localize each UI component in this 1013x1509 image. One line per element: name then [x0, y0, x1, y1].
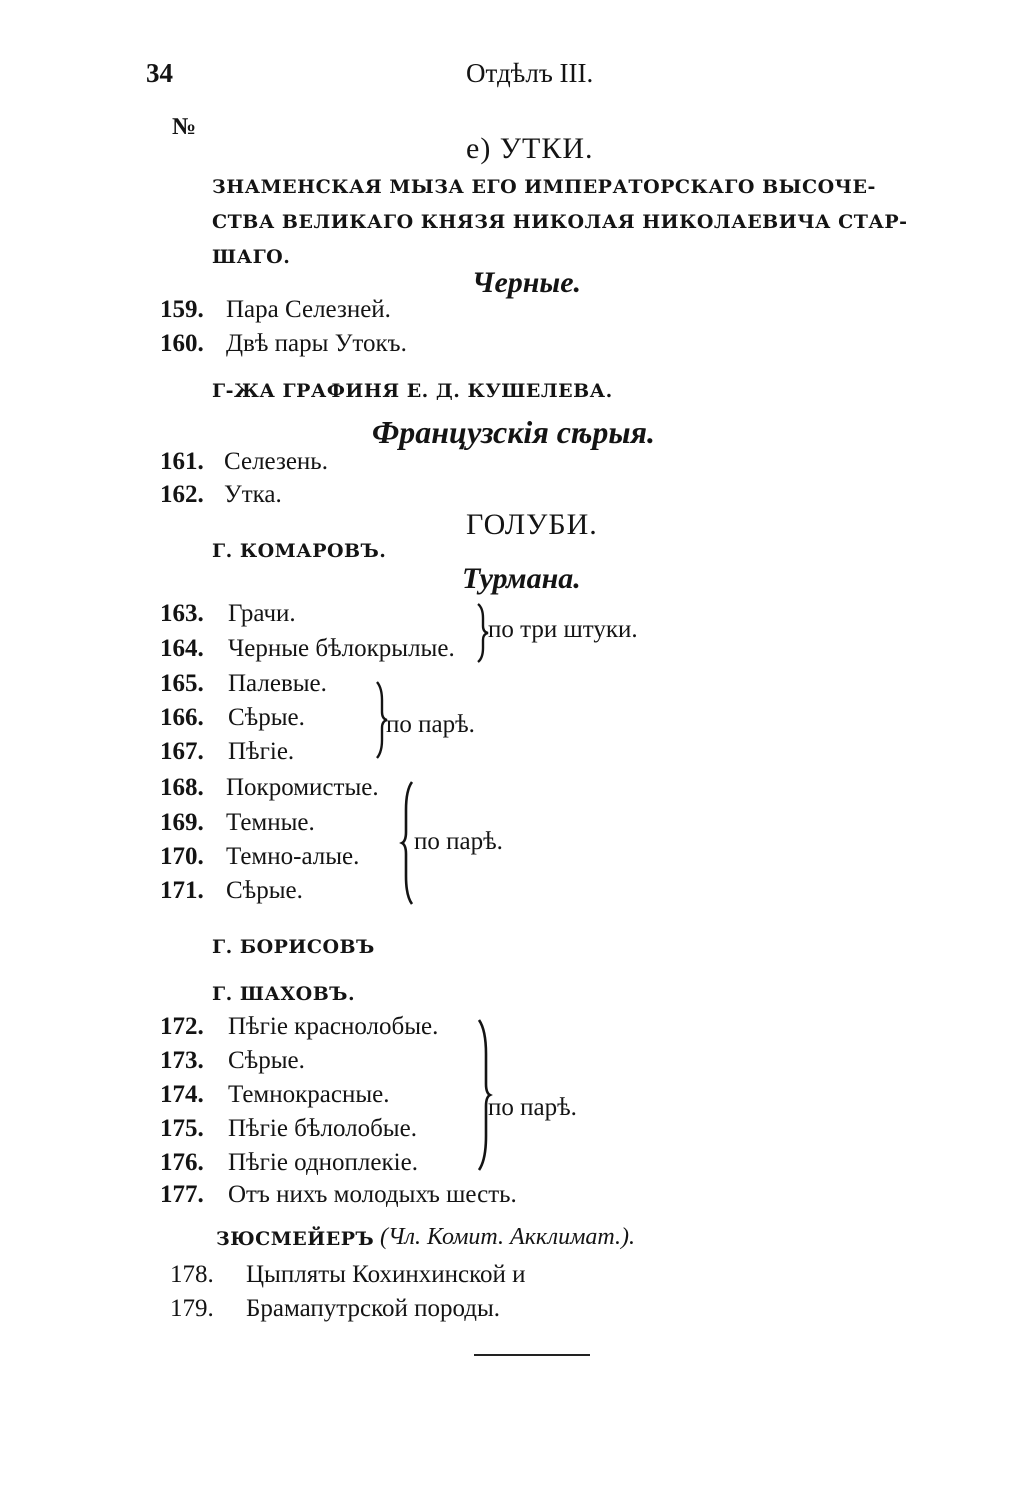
- item-number: 169.: [160, 809, 204, 836]
- exhibitor-name-line: ЗНАМЕНСКАЯ МЫЗА ЕГО ИМПЕРАТОРСКАГО ВЫСОЧЕ-: [212, 176, 876, 198]
- item-text: Темнокрасные.: [228, 1081, 390, 1108]
- end-rule: [474, 1354, 590, 1356]
- item-text: Пѣгіе.: [228, 738, 295, 765]
- item-text: Пѣгіе одноплекіе.: [228, 1149, 418, 1176]
- item-number: 178.: [170, 1261, 214, 1288]
- item-text: Селезень.: [224, 448, 328, 475]
- item-number: 175.: [160, 1115, 204, 1142]
- item-text: Пара Селезней.: [226, 296, 391, 323]
- item-number: 171.: [160, 877, 204, 904]
- exhibitor-name: Г-ЖА ГРАФИНЯ Е. Д. КУШЕЛЕВА.: [212, 380, 613, 402]
- group-note: по парѣ.: [488, 1094, 577, 1121]
- item-number: 173.: [160, 1047, 204, 1074]
- item-text: Покромистые.: [226, 774, 379, 801]
- exhibitor-name: ЗЮСМЕЙЕРЪ: [216, 1228, 375, 1250]
- exhibitor-name-line: СТВА ВЕЛИКАГО КНЯЗЯ НИКОЛАЯ НИКОЛАЕВИЧА СТАР-: [212, 211, 908, 233]
- item-number: 167.: [160, 738, 204, 765]
- group-note: по три штуки.: [488, 616, 638, 643]
- breed-heading: Турмана.: [462, 562, 581, 595]
- group-note: по парѣ.: [414, 828, 503, 855]
- item-text: Сѣрые.: [228, 1047, 305, 1074]
- item-text: Сѣрые.: [228, 704, 305, 731]
- group-note: по парѣ.: [386, 711, 475, 738]
- number-mark: №: [172, 114, 197, 140]
- item-text: Пѣгіе бѣлолобые.: [228, 1115, 417, 1142]
- item-number: 164.: [160, 635, 204, 662]
- item-text: Брамапутрской породы.: [246, 1295, 501, 1322]
- section-title-pigeons: ГОЛУБИ.: [466, 508, 598, 541]
- exhibitor-name-line: ШАГО.: [212, 246, 291, 268]
- breed-heading: Французскія сѣрыя.: [372, 414, 656, 450]
- item-number: 159.: [160, 296, 204, 323]
- item-number: 163.: [160, 600, 204, 627]
- exhibitor-name: Г. КОМАРОВЪ.: [212, 540, 387, 562]
- item-number: 168.: [160, 774, 204, 801]
- item-text: Палевые.: [228, 670, 327, 697]
- item-number: 176.: [160, 1149, 204, 1176]
- item-text: Темно-алые.: [226, 843, 360, 870]
- item-number: 177.: [160, 1181, 204, 1208]
- item-text: Пѣгіе краснолобые.: [228, 1013, 439, 1040]
- item-number: 162.: [160, 481, 204, 508]
- exhibitor-name: Г. БОРИСОВЪ: [212, 936, 375, 958]
- item-text: Двѣ пары Утокъ.: [226, 330, 407, 357]
- item-number: 179.: [170, 1295, 214, 1322]
- item-number: 166.: [160, 704, 204, 731]
- item-number: 161.: [160, 448, 204, 475]
- item-text: Утка.: [224, 481, 282, 508]
- item-number: 174.: [160, 1081, 204, 1108]
- item-text: Грачи.: [228, 600, 296, 627]
- exhibitor-note: (Чл. Комит. Акклимат.).: [380, 1224, 636, 1250]
- exhibitor-name: Г. ШАХОВЪ.: [212, 983, 356, 1005]
- item-text: Цыпляты Кохинхинской и: [246, 1261, 526, 1288]
- item-text: Сѣрые.: [226, 877, 303, 904]
- item-text: Отъ нихъ молодыхъ шесть.: [228, 1181, 517, 1208]
- item-number: 160.: [160, 330, 204, 357]
- section-title-ducks: е) УТКИ.: [466, 132, 594, 165]
- page-number: 34: [146, 58, 173, 88]
- item-text: Черные бѣлокрылые.: [228, 635, 455, 662]
- breed-heading: Черные.: [472, 266, 582, 299]
- item-number: 165.: [160, 670, 204, 697]
- item-text: Темные.: [226, 809, 315, 836]
- item-number: 172.: [160, 1013, 204, 1040]
- running-title: Отдѣлъ III.: [466, 58, 594, 88]
- item-number: 170.: [160, 843, 204, 870]
